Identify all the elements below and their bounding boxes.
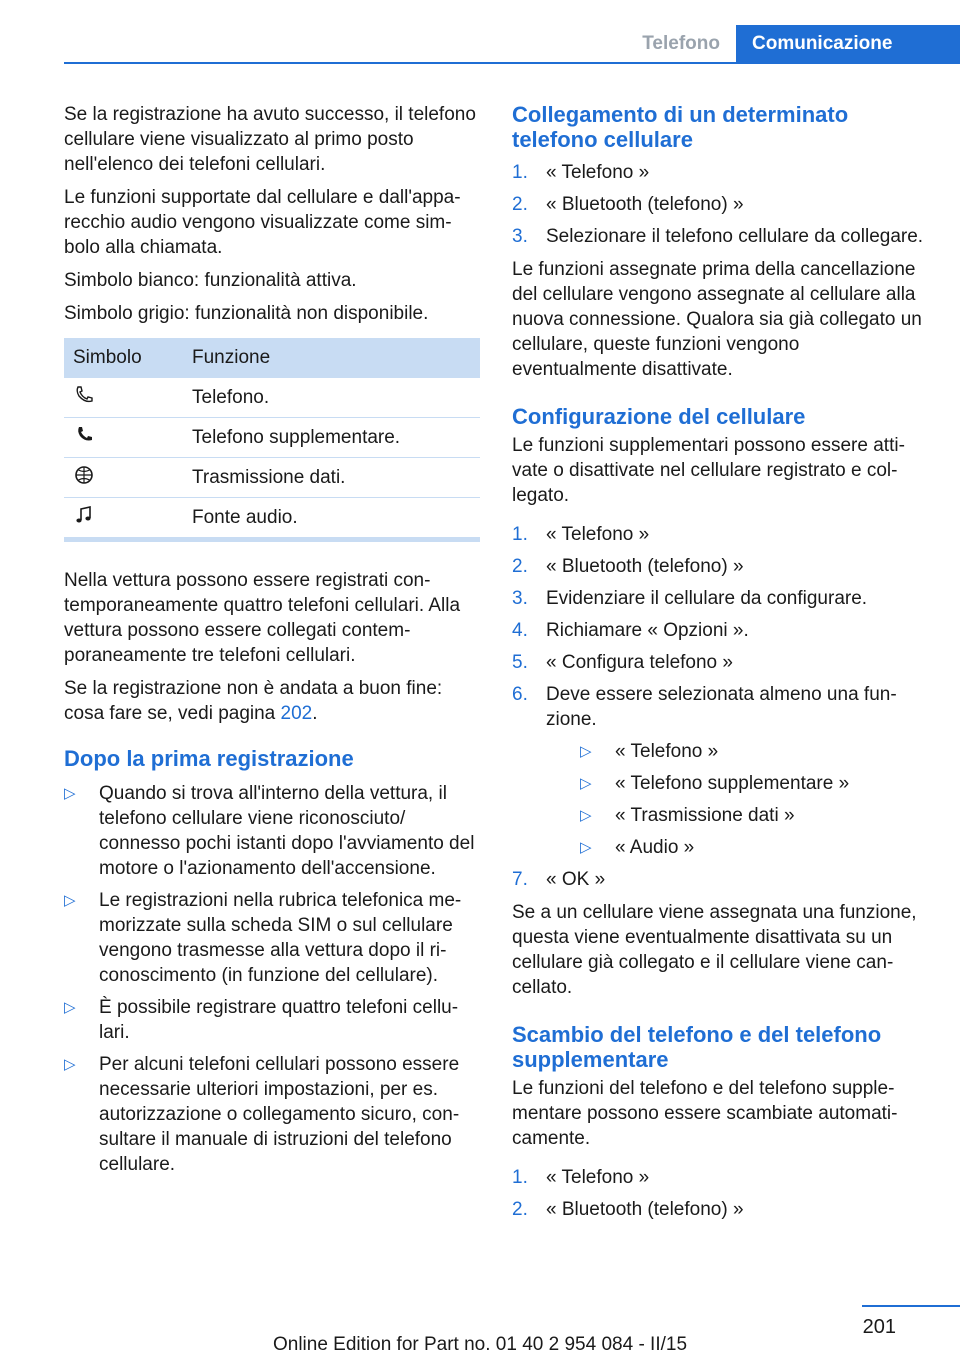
paragraph: Nella vettura possono essere registrati contemporaneamente quattro telefoni cellulari. Alla vettura possono essere collegati contemporaneamente tre telefoni cellulari. bbox=[64, 570, 461, 666]
phone-icon bbox=[73, 384, 95, 406]
triangle-bullet-icon: ▷ bbox=[64, 785, 76, 802]
column-header: Simbolo bbox=[64, 338, 183, 378]
step-list bbox=[512, 522, 928, 892]
page-link[interactable]: 202 bbox=[280, 703, 313, 724]
left-column bbox=[64, 102, 480, 1185]
list-item: 2. « Bluetooth (telefono) » bbox=[512, 194, 744, 215]
tab-comunicazione[interactable]: Comunicazione bbox=[736, 25, 960, 62]
triangle-bullet-icon: ▷ bbox=[64, 1056, 76, 1073]
list-item: 6. Deve essere selezionata almeno una funzione. ▷ « Telefono » ▷ « Telefono supplementare » ▷ « Trasmissione dati » ▷ « Audio » bbox=[512, 682, 928, 860]
paragraph: Le funzioni assegnate prima della cancellazione del cellulare vengono assegnate al cellulare alla nuova connessione. Qualora sia già collegato un cellulare, queste funzioni vengono eventualmente disattivate. bbox=[512, 259, 922, 380]
list-item: ▷ « Audio » bbox=[580, 837, 695, 858]
list-item: 7. « OK » bbox=[512, 869, 606, 890]
paragraph bbox=[64, 676, 480, 726]
list-item: ▷ È possibile registrare quattro telefoni cellulari. bbox=[64, 997, 459, 1043]
paragraph: Se a un cellulare viene assegnata una funzione, questa viene eventualmente disattivata su un cellulare già collegato e il cellulare viene cancellato. bbox=[512, 902, 917, 998]
paragraph: Se la registrazione ha avuto successo, il telefono cellulare viene visualizzato al primo posto nell'elenco dei telefoni cellulari. bbox=[64, 104, 476, 175]
table-row bbox=[64, 458, 480, 498]
paragraph: Simbolo bianco: funzionalità attiva. bbox=[64, 270, 357, 291]
list-item: ▷ « Telefono » bbox=[580, 741, 719, 762]
page-number: 201 bbox=[862, 1316, 896, 1338]
list-item: ▷ Le registrazioni nella rubrica telefonica memorizzate sulla scheda SIM o sul cellulare vengono trasmesse alla vettura dopo il riconoscimento (in funzione del cellulare). bbox=[64, 890, 462, 986]
list-item: ▷ « Trasmissione dati » bbox=[580, 805, 795, 826]
paragraph: Le funzioni supportate dal cellulare e dall'apparecchio audio vengono visualizzate come simbolo alla chiamata. bbox=[64, 187, 461, 258]
list-item: 5. « Configura telefono » bbox=[512, 652, 733, 673]
list-item: 2. « Bluetooth (telefono) » bbox=[512, 1199, 744, 1220]
table-cell: Trasmissione dati. bbox=[183, 458, 480, 498]
column-header: Funzione bbox=[183, 338, 480, 378]
right-column bbox=[512, 102, 928, 1230]
table-cell: Telefono. bbox=[183, 378, 480, 418]
list-item: 2. « Bluetooth (telefono) » bbox=[512, 556, 744, 577]
section-heading: Collegamento di un determinato telefono cellulare bbox=[512, 102, 849, 152]
secondary-phone-icon bbox=[73, 424, 95, 446]
triangle-bullet-icon: ▷ bbox=[580, 775, 592, 792]
paragraph-end: . bbox=[312, 703, 318, 724]
table-row bbox=[64, 418, 480, 458]
step-list bbox=[512, 160, 928, 249]
table-cell: Telefono supplementare. bbox=[183, 418, 480, 458]
page-header bbox=[64, 25, 960, 64]
section-heading: Dopo la prima registrazione bbox=[64, 746, 354, 771]
data-transfer-icon bbox=[73, 464, 95, 486]
sub-bullet-list bbox=[546, 739, 928, 860]
list-item: ▷ « Telefono supplementare » bbox=[580, 773, 850, 794]
music-note-icon bbox=[73, 504, 95, 526]
section-heading: Configurazione del cellulare bbox=[512, 404, 806, 429]
step-list bbox=[512, 1165, 928, 1222]
paragraph: Le funzioni supplementari possono essere attivate o disattivate nel cellulare registrato e collegato. bbox=[512, 435, 905, 506]
triangle-bullet-icon: ▷ bbox=[580, 807, 592, 824]
list-item: ▷ Per alcuni telefoni cellulari possono essere necessarie ulteriori impostazioni, per es. autorizzazione o collegamento sicuro, consultare il manuale di istruzioni del telefono cellulare. bbox=[64, 1054, 460, 1175]
triangle-bullet-icon: ▷ bbox=[64, 892, 76, 909]
list-item: ▷ Quando si trova all'interno della vettura, il telefono cellulare viene riconosciuto/ connesso pochi istanti dopo l'avviamento del motore o l'azionamento dell'accensione. bbox=[64, 783, 475, 879]
table-row bbox=[64, 378, 480, 418]
paragraph: Le funzioni del telefono e del telefono supplementare possono essere scambiate automaticamente. bbox=[512, 1078, 898, 1149]
section-heading: Scambio del telefono e del telefono supplementare bbox=[512, 1022, 882, 1072]
paragraph: Simbolo grigio: funzionalità non disponibile. bbox=[64, 303, 429, 324]
tab-telefono[interactable]: Telefono bbox=[642, 33, 720, 54]
table-row bbox=[64, 498, 480, 540]
list-item: 1. « Telefono » bbox=[512, 162, 650, 183]
footer-rule bbox=[862, 1305, 960, 1307]
list-item: 4. Richiamare « Opzioni ». bbox=[512, 620, 749, 641]
list-item: 3. Evidenziare il cellulare da configurare. bbox=[512, 588, 868, 609]
triangle-bullet-icon: ▷ bbox=[64, 999, 76, 1016]
list-item: 1. « Telefono » bbox=[512, 524, 650, 545]
paragraph-text: Se la registrazione non è andata a buon fine: cosa fare se, vedi pagina bbox=[64, 678, 443, 724]
triangle-bullet-icon: ▷ bbox=[580, 839, 592, 856]
symbol-table bbox=[64, 338, 480, 542]
triangle-bullet-icon: ▷ bbox=[580, 743, 592, 760]
edition-footer: Online Edition for Part no. 01 40 2 954 084 - II/15 bbox=[272, 1334, 688, 1355]
bullet-list bbox=[64, 781, 480, 1177]
list-item: 3. Selezionare il telefono cellulare da collegare. bbox=[512, 226, 924, 247]
table-header-row bbox=[64, 338, 480, 378]
table-cell: Fonte audio. bbox=[183, 498, 480, 540]
list-item: 1. « Telefono » bbox=[512, 1167, 650, 1188]
